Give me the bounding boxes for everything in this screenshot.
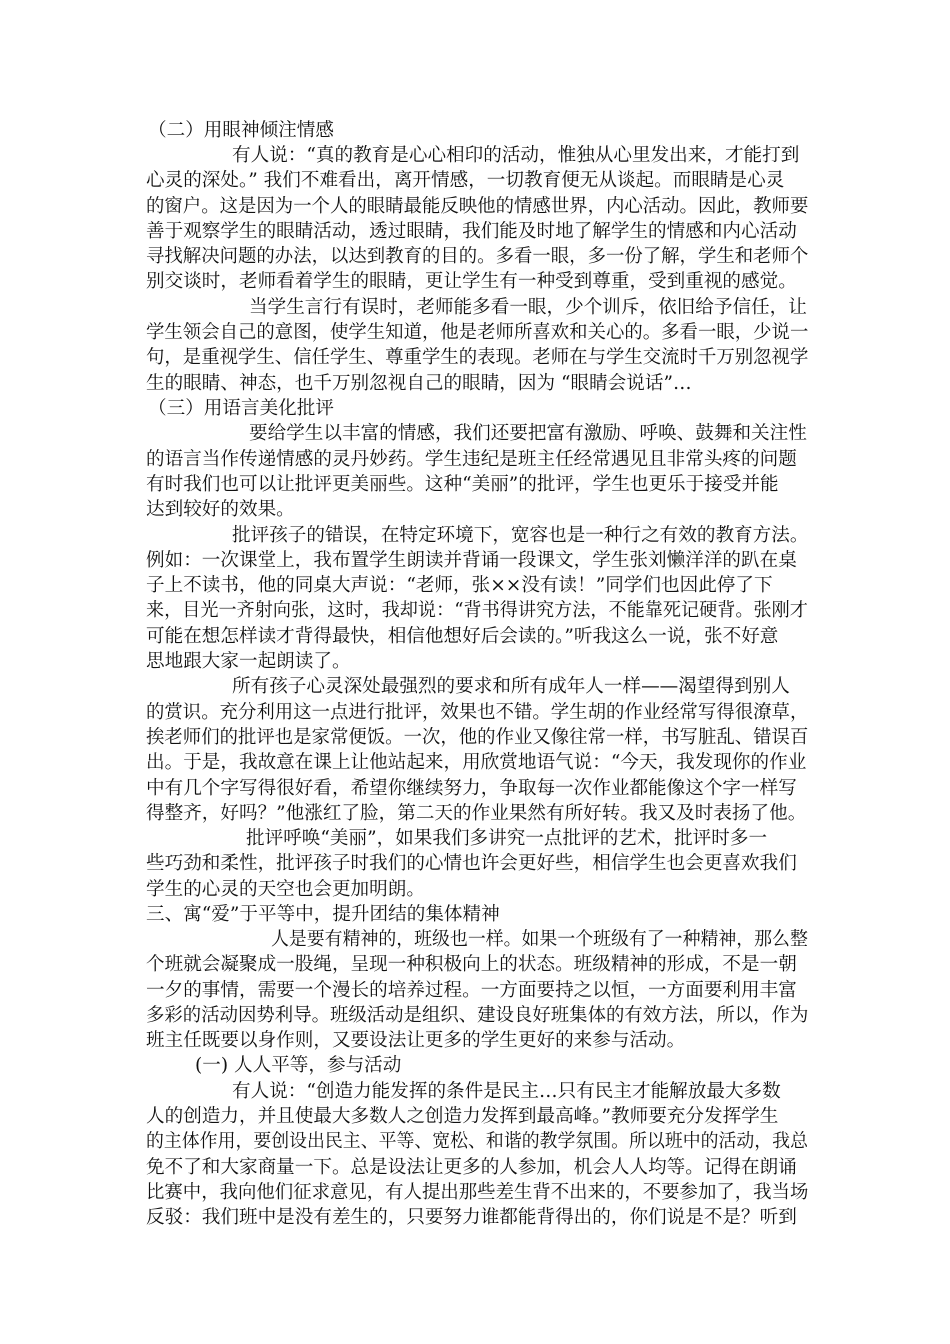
paragraph-line: 些巧劲和柔性，批评孩子时我们的心情也许会更好些，相信学生也会更喜欢我们 xyxy=(146,853,797,874)
section-heading: （二）用眼神倾注情感 xyxy=(148,120,334,141)
paragraph-line: 批评呼唤“美丽”，如果我们多讲究一点批评的艺术，批评时多一 xyxy=(246,828,768,849)
paragraph-line: 来，目光一齐射向张，这时，我却说：“背书得讲究方法，不能靠死记硬背。张刚才 xyxy=(146,600,808,621)
paragraph-line: 的语言当作传递情感的灵丹妙药。学生违纪是班主任经常遇见且非常头疼的问题 xyxy=(146,449,797,470)
section-heading: 三、寓“爱”于平等中，提升团结的集体精神 xyxy=(146,904,500,925)
paragraph-line: 免不了和大家商量一下。总是设法让更多的人参加，机会人人均等。记得在朗诵 xyxy=(146,1157,797,1178)
paragraph-line: 所有孩子心灵深处最强烈的要求和所有成年人一样——渴望得到别人 xyxy=(232,676,790,697)
paragraph-line: 出。于是，我故意在课上让他站起来，用欣赏地语气说：“今天，我发现你的作业 xyxy=(146,752,807,773)
paragraph-line: 比赛中，我向他们征求意见，有人提出那些差生背不出来的，不要参加了，我当场 xyxy=(146,1182,809,1203)
paragraph-line: 的主体作用，要创设出民主、平等、宽松、和谐的教学氛围。所以班中的活动，我总 xyxy=(146,1131,808,1152)
paragraph-line: 得整齐，好吗？”他涨红了脸，第二天的作业果然有所好转。我又及时表扬了他。 xyxy=(146,803,807,824)
paragraph-line: 子上不读书，他的同桌大声说：“老师，张××没有读！”同学们也因此停了下 xyxy=(146,575,773,596)
paragraph-line: 一夕的事情，需要一个漫长的培养过程。一方面要持之以恒，一方面要利用丰富 xyxy=(146,980,797,1001)
paragraph-line: 有时我们也可以让批评更美丽些。这种“美丽”的批评，学生也更乐于接受并能 xyxy=(146,474,779,495)
paragraph-line: 要给学生以丰富的情感，我们还要把富有激励、呼唤、鼓舞和关注性 xyxy=(249,423,807,444)
paragraph-line: 有人说：“真的教育是心心相印的活动，惟独从心里发出来，才能打到 xyxy=(232,145,800,166)
section-heading: （三）用语言美化批评 xyxy=(148,398,334,419)
paragraph-line: 人的创造力，并且使最大多数人之创造力发挥到最高峰。”教师要充分发挥学生 xyxy=(146,1106,779,1127)
paragraph-line: 学生领会自己的意图，使学生知道，他是老师所喜欢和关心的。多看一眼，少说一 xyxy=(146,322,809,343)
paragraph-line: 句，是重视学生、信任学生、尊重学生的表现。老师在与学生交流时千万别忽视学 xyxy=(146,347,809,368)
paragraph-line: 中有几个字写得很好看，希望你继续努力，争取每一次作业都能像这个字一样写 xyxy=(146,778,797,799)
paragraph-line: 的窗户。这是因为一个人的眼睛最能反映他的情感世界，内心活动。因此，教师要 xyxy=(146,196,809,217)
paragraph-line: 寻找解决问题的办法，以达到教育的目的。多看一眼，多一份了解，学生和老师个 xyxy=(146,246,809,267)
paragraph-line: 思地跟大家一起朗读了。 xyxy=(146,651,351,672)
paragraph-line: 人是要有精神的，班级也一样。如果一个班级有了一种精神，那么整 xyxy=(271,929,808,950)
paragraph-line: 有人说：“创造力能发挥的条件是民主…只有民主才能解放最大多数 xyxy=(232,1081,781,1102)
paragraph-line: 班主任既要以身作则，又要设法让更多的学生更好的来参与活动。 xyxy=(146,1030,686,1051)
paragraph-line: 反驳：我们班中是没有差生的，只要努力谁都能背得出的，你们说是不是？听到 xyxy=(146,1207,797,1228)
paragraph-line: 当学生言行有误时，老师能多看一眼，少个训斥，依旧给予信任，让 xyxy=(249,297,807,318)
paragraph-line: 的赏识。充分利用这一点进行批评，效果也不错。学生胡的作业经常写得很潦草， xyxy=(146,702,809,723)
paragraph-line: 批评孩子的错误，在特定环境下，宽容也是一种行之有效的教育方法。 xyxy=(232,525,809,546)
paragraph-line: 多彩的活动因势利导。班级活动是组织、建设良好班集体的有效方法，所以，作为 xyxy=(146,1005,809,1026)
paragraph-line: 个班就会凝聚成一股绳，呈现一种积极向上的状态。班级精神的形成，不是一朝 xyxy=(146,954,797,975)
paragraph-line: 生的眼睛、神态，也千万别忽视自己的眼睛，因为 “眼睛会说话”… xyxy=(146,373,692,394)
paragraph-line: 善于观察学生的眼睛活动，透过眼睛，我们能及时地了解学生的情感和内心活动 xyxy=(146,221,797,242)
paragraph-line: 心灵的深处。” 我们不难看出，离开情感，一切教育便无从谈起。而眼睛是心灵 xyxy=(146,170,785,191)
paragraph-line: 可能在想怎样读才背得最快，相信他想好后会读的。”听我这么一说，张不好意 xyxy=(146,626,779,647)
paragraph-line: 学生的心灵的天空也会更加明朗。 xyxy=(146,879,425,900)
paragraph-line: 别交谈时，老师看着学生的眼睛，更让学生有一种受到尊重，受到重视的感觉。 xyxy=(146,271,797,292)
paragraph-line: 例如：一次课堂上，我布置学生朗读并背诵一段课文，学生张刘懒洋洋的趴在桌 xyxy=(146,550,797,571)
section-heading: (一) 人人平等，参与活动 xyxy=(195,1055,402,1076)
paragraph-line: 挨老师们的批评也是家常便饭。一次，他的作业又像往常一样，书写脏乱、错误百 xyxy=(146,727,809,748)
paragraph-line: 达到较好的效果。 xyxy=(146,499,295,520)
